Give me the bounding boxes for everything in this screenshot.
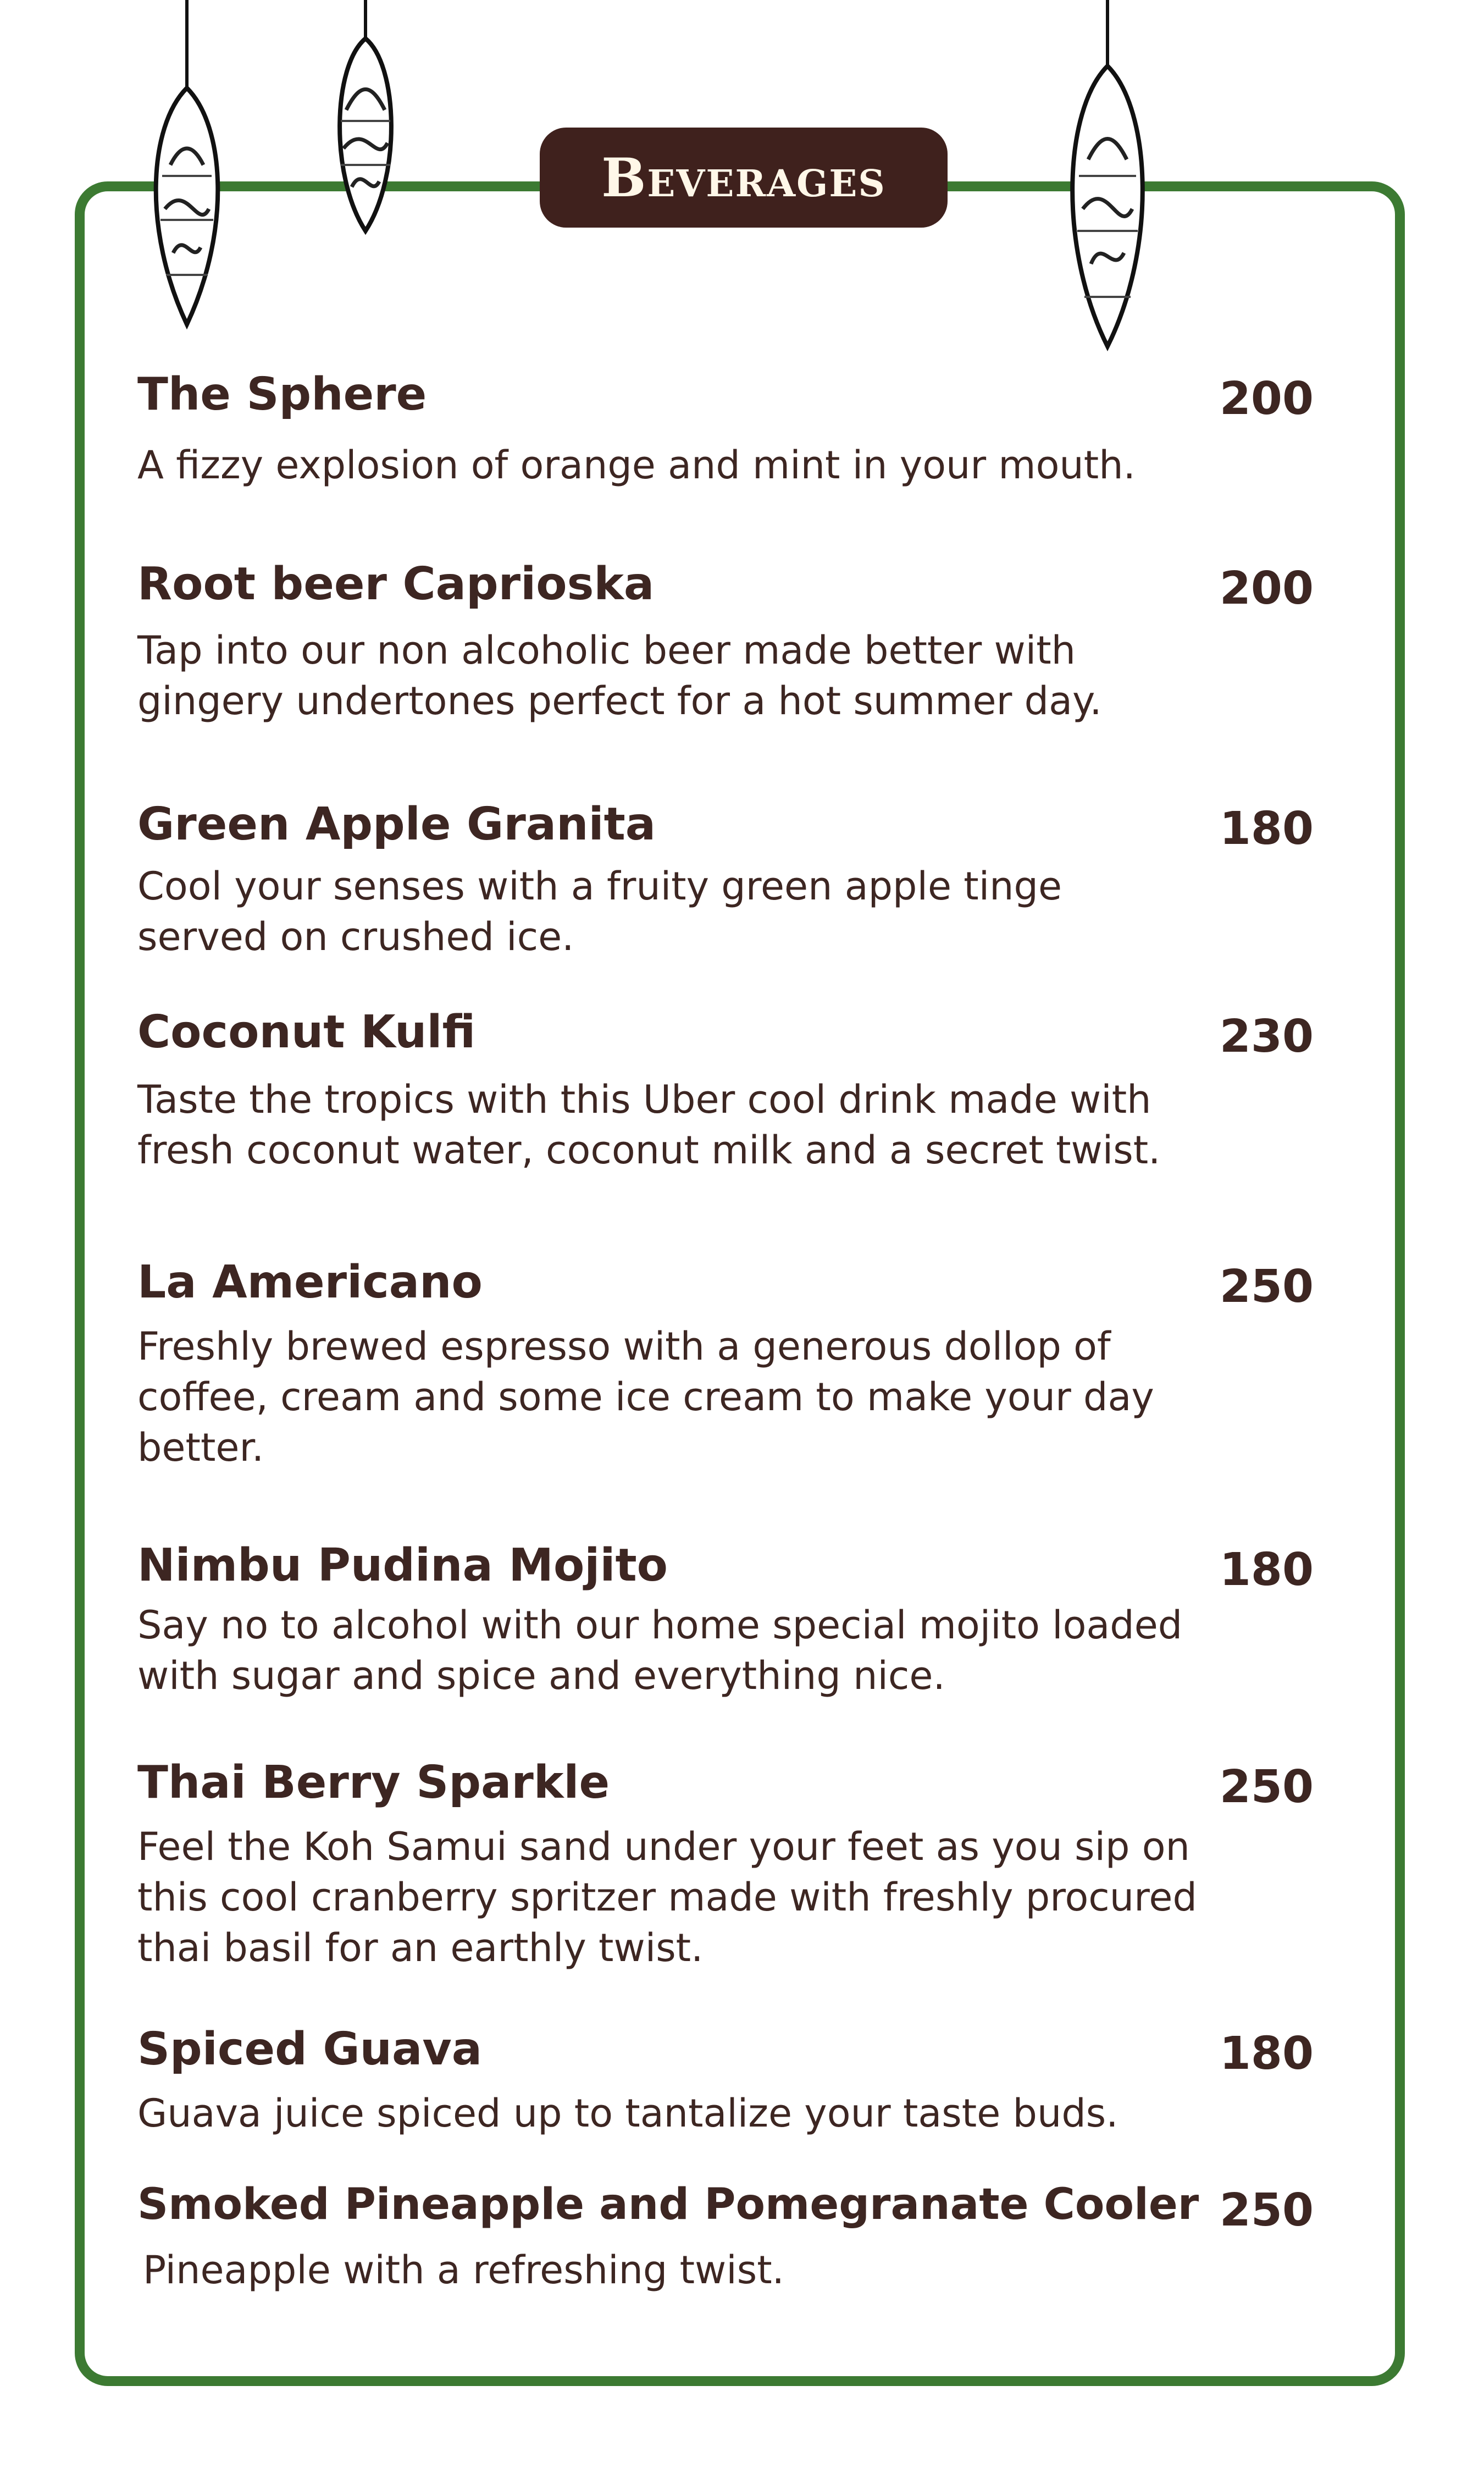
item-name: The Sphere <box>137 368 427 421</box>
item-price: 200 <box>1219 373 1314 425</box>
item-description: Taste the tropics with this Uber cool drink made with fresh coconut water, coconut milk and a secret twist. <box>137 1077 1161 1173</box>
item-name: Spiced Guava <box>137 2023 483 2075</box>
item-price: 250 <box>1219 1261 1314 1313</box>
item-description: Guava juice spiced up to tantalize your taste buds. <box>137 2091 1118 2136</box>
item-price: 180 <box>1219 2028 1314 2080</box>
item-price: 250 <box>1219 2184 1314 2236</box>
hanging-lamp-icon <box>322 0 409 236</box>
item-name: Thai Berry Sparkle <box>137 1757 610 1809</box>
item-name: Coconut Kulfi <box>137 1006 476 1058</box>
item-name: Green Apple Granita <box>137 798 656 851</box>
hanging-lamp-icon <box>1047 0 1168 352</box>
item-name: La Americano <box>137 1256 483 1308</box>
item-name: Root beer Caprioska <box>137 558 655 610</box>
item-price: 200 <box>1219 562 1314 615</box>
item-description: Pineapple with a refreshing twist. <box>143 2247 784 2293</box>
item-price: 250 <box>1219 1761 1314 1813</box>
item-price: 180 <box>1219 1544 1314 1596</box>
section-title: Beverages <box>601 146 886 209</box>
item-price: 230 <box>1219 1010 1314 1063</box>
item-price: 180 <box>1219 803 1314 855</box>
item-description: Tap into our non alcoholic beer made better with gingery undertones perfect for a hot summer day. <box>137 628 1102 724</box>
item-description: Feel the Koh Samui sand under your feet as you sip on this cool cranberry spritzer made with freshly procured thai basil for an earthly twist. <box>137 1824 1197 1970</box>
item-name: Smoked Pineapple and Pomegranate Cooler <box>137 2180 1199 2229</box>
item-description: Cool your senses with a fruity green apple tinge served on crushed ice. <box>137 864 1062 959</box>
item-name: Nimbu Pudina Mojito <box>137 1539 668 1592</box>
item-description: Say no to alcohol with our home special mojito loaded with sugar and spice and everything nice. <box>137 1603 1183 1698</box>
section-header <box>540 128 948 228</box>
item-description: A fizzy explosion of orange and mint in your mouth. <box>137 443 1136 488</box>
hanging-lamp-icon <box>132 0 242 330</box>
item-description: Freshly brewed espresso with a generous dollop of coffee, cream and some ice cream to make your day better. <box>137 1324 1154 1470</box>
